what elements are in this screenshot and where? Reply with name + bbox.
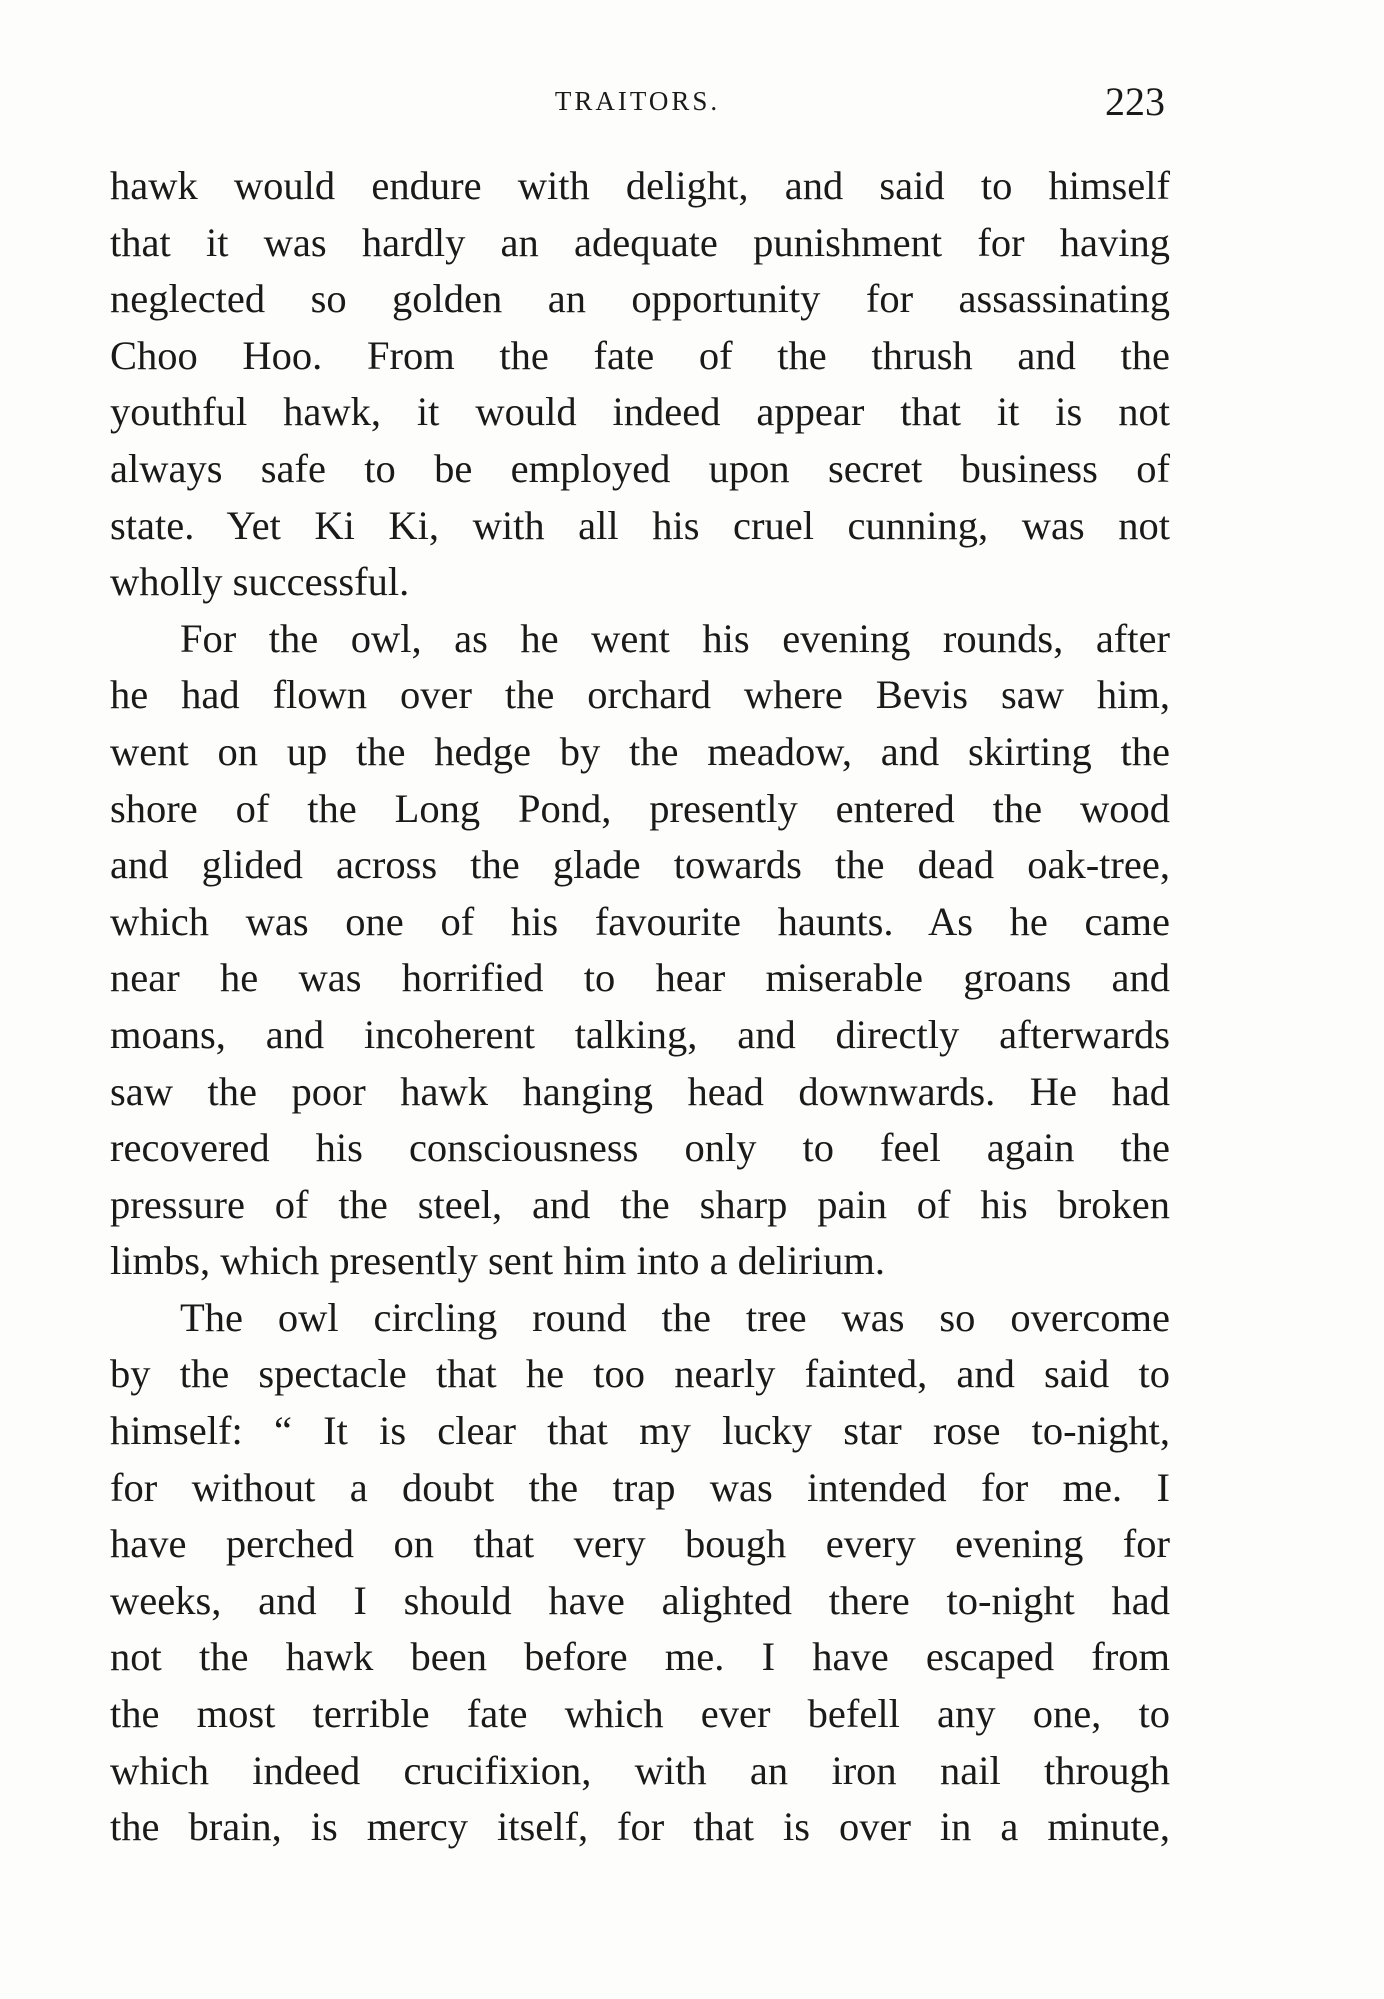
text-line: state. Yet Ki Ki, with all his cruel cunning, was not [110,502,1170,548]
running-title: TRAITORS. [554,86,721,116]
text-line: himself: “ It is clear that my lucky star rose to-night, [110,1408,1170,1454]
text-line: the brain, is mercy itself, for that is over in a minute, [110,1804,1170,1850]
text-line: which was one of his favourite haunts. As he came [110,898,1170,944]
text-line: for without a doubt the trap was intended for me. I [110,1464,1170,1510]
text-line: recovered his consciousness only to feel again the [110,1125,1170,1171]
text-line: always safe to be employed upon secret business of [110,445,1170,491]
text-line: which indeed crucifixion, with an iron nail through [110,1747,1170,1793]
text-line: wholly successful. [110,559,410,605]
page-number: 223 [1105,79,1165,124]
text-line: moans, and incoherent talking, and directly afterwards [110,1011,1170,1057]
text-line: that it was hardly an adequate punishment for having [110,219,1170,265]
text-line: limbs, which presently sent him into a delirium. [110,1238,886,1284]
text-line: Choo Hoo. From the fate of the thrush and the [110,332,1170,378]
text-line: pressure of the steel, and the sharp pain of his broken [110,1181,1170,1227]
running-head [110,78,1165,128]
body-text [110,158,1170,1856]
text-line: and glided across the glade towards the dead oak-tree, [110,842,1170,888]
text-line: by the spectacle that he too nearly fainted, and said to [110,1351,1170,1397]
paragraph-2 [110,611,1170,1290]
text-line: youthful hawk, it would indeed appear that it is not [110,389,1170,435]
text-line: the most terrible fate which ever befell any one, to [110,1691,1170,1737]
text-line: have perched on that very bough every evening for [110,1521,1170,1567]
text-line: weeks, and I should have alighted there to-night had [110,1577,1170,1623]
text-line: he had flown over the orchard where Bevis saw him, [110,672,1170,718]
text-line: For the owl, as he went his evening rounds, after [180,615,1170,661]
text-line: went on up the hedge by the meadow, and skirting the [110,728,1170,774]
text-line: hawk would endure with delight, and said to himself [110,163,1170,208]
text-line: shore of the Long Pond, presently entered the wood [110,785,1170,831]
text-line: saw the poor hawk hanging head downwards. He had [110,1068,1170,1114]
paragraph-1 [110,158,1170,611]
text-line: near he was horrified to hear miserable groans and [110,955,1170,1001]
text-line: neglected so golden an opportunity for assassinating [110,276,1170,322]
text-line: not the hawk been before me. I have escaped from [110,1634,1170,1680]
text-line: The owl circling round the tree was so overcome [180,1294,1170,1340]
paragraph-3 [110,1290,1170,1856]
